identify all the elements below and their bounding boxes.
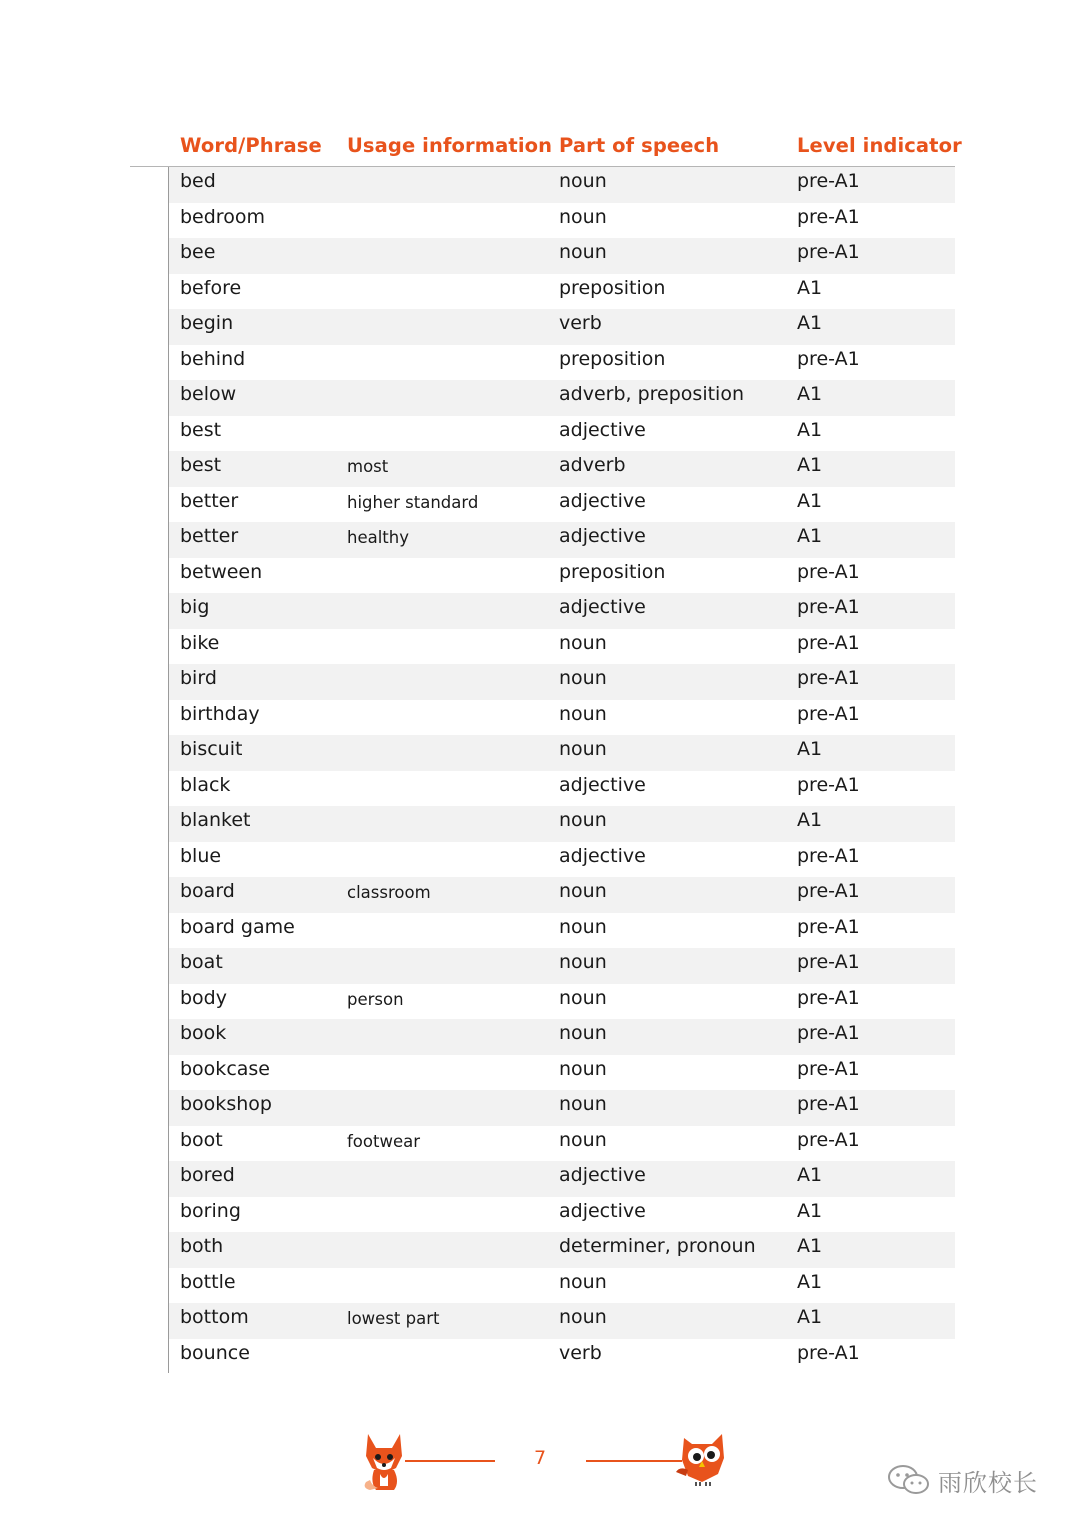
word-cell: behind xyxy=(180,347,246,370)
table-row xyxy=(169,664,955,700)
part-of-speech-cell: noun xyxy=(559,170,607,192)
word-cell: boat xyxy=(180,951,223,973)
part-of-speech-cell: adjective xyxy=(559,1164,646,1186)
level-cell: A1 xyxy=(797,418,823,441)
level-cell: pre-A1 xyxy=(797,773,860,796)
level-cell: pre-A1 xyxy=(797,631,860,654)
usage-cell: footwear xyxy=(347,1131,421,1151)
word-cell: better xyxy=(180,489,239,512)
word-cell: birthday xyxy=(180,702,260,725)
part-of-speech-cell: adverb, preposition xyxy=(559,383,744,405)
usage-cell: person xyxy=(347,989,404,1009)
word-cell: blue xyxy=(180,844,222,867)
word-cell: black xyxy=(180,773,231,796)
part-of-speech-cell: adjective xyxy=(559,418,646,441)
level-cell: pre-A1 xyxy=(797,170,860,192)
part-of-speech-cell: noun xyxy=(559,809,607,831)
table-row xyxy=(169,274,955,310)
word-cell: bottom xyxy=(180,1306,249,1328)
table-row xyxy=(169,1161,955,1197)
table-row xyxy=(169,948,955,984)
word-cell: between xyxy=(180,560,263,583)
table-row xyxy=(169,203,955,239)
level-cell: pre-A1 xyxy=(797,844,860,867)
level-cell: A1 xyxy=(797,1164,823,1186)
word-cell: board game xyxy=(180,915,295,938)
table-row xyxy=(169,487,955,523)
table-row xyxy=(169,1090,955,1126)
level-cell: pre-A1 xyxy=(797,951,860,973)
header-word: Word/Phrase xyxy=(180,134,322,157)
table-row xyxy=(169,842,955,878)
part-of-speech-cell: noun xyxy=(559,1128,607,1151)
word-cell: bike xyxy=(180,631,220,654)
table-row xyxy=(169,1197,955,1233)
word-cell: bedroom xyxy=(180,205,265,228)
level-cell: A1 xyxy=(797,454,823,476)
word-cell: bee xyxy=(180,241,216,263)
part-of-speech-cell: noun xyxy=(559,915,607,938)
level-cell: pre-A1 xyxy=(797,1341,860,1364)
level-cell: pre-A1 xyxy=(797,667,860,689)
fox-icon xyxy=(360,1430,408,1492)
part-of-speech-cell: verb xyxy=(559,312,602,334)
usage-cell: lowest part xyxy=(347,1309,440,1328)
level-cell: pre-A1 xyxy=(797,1057,860,1080)
table-row xyxy=(169,700,955,736)
level-cell: pre-A1 xyxy=(797,596,860,618)
usage-cell: classroom xyxy=(347,883,431,902)
word-cell: boring xyxy=(180,1199,241,1222)
word-cell: blanket xyxy=(180,809,251,831)
part-of-speech-cell: noun xyxy=(559,631,607,654)
part-of-speech-cell: noun xyxy=(559,1022,607,1044)
level-cell: pre-A1 xyxy=(797,205,860,228)
header-part-of-speech: Part of speech xyxy=(559,134,720,157)
header-usage: Usage information xyxy=(347,134,553,157)
footer-line-right xyxy=(586,1460,682,1462)
level-cell: pre-A1 xyxy=(797,915,860,938)
word-cell: board xyxy=(180,880,235,902)
word-cell: bird xyxy=(180,667,217,689)
page-number: 7 xyxy=(533,1447,547,1469)
level-cell: A1 xyxy=(797,312,823,334)
word-cell: below xyxy=(180,383,237,405)
level-cell: pre-A1 xyxy=(797,702,860,725)
word-cell: biscuit xyxy=(180,738,243,760)
word-cell: best xyxy=(180,454,222,476)
table-row xyxy=(169,558,955,594)
footer-line-left xyxy=(405,1460,495,1462)
level-cell: A1 xyxy=(797,489,823,512)
part-of-speech-cell: adjective xyxy=(559,773,646,796)
table-row xyxy=(169,238,955,274)
level-cell: pre-A1 xyxy=(797,880,860,902)
part-of-speech-cell: noun xyxy=(559,667,607,689)
word-cell: bed xyxy=(180,170,216,192)
level-cell: pre-A1 xyxy=(797,560,860,583)
table-row xyxy=(169,345,955,381)
table-row xyxy=(169,913,955,949)
level-cell: pre-A1 xyxy=(797,241,860,263)
level-cell: pre-A1 xyxy=(797,1128,860,1151)
level-cell: A1 xyxy=(797,809,823,831)
word-cell: big xyxy=(180,596,210,618)
level-cell: pre-A1 xyxy=(797,1022,860,1044)
word-cell: bookshop xyxy=(180,1093,272,1115)
table-row xyxy=(169,1126,955,1162)
owl-icon xyxy=(674,1428,730,1488)
table-row xyxy=(169,1055,955,1091)
wechat-icon xyxy=(886,1464,932,1496)
word-cell: bounce xyxy=(180,1341,250,1364)
level-cell: pre-A1 xyxy=(797,1093,860,1115)
table-row xyxy=(169,167,955,203)
part-of-speech-cell: adjective xyxy=(559,844,646,867)
level-cell: A1 xyxy=(797,525,823,547)
table-row xyxy=(169,1268,955,1304)
level-cell: pre-A1 xyxy=(797,347,860,370)
part-of-speech-cell: determiner, pronoun xyxy=(559,1235,756,1257)
watermark-text: 雨欣校长 xyxy=(938,1468,1038,1497)
header-level: Level indicator xyxy=(797,134,962,157)
level-cell: A1 xyxy=(797,383,823,405)
table-row xyxy=(169,1303,955,1339)
table-row xyxy=(169,1232,955,1268)
table-row xyxy=(169,735,955,771)
level-cell: A1 xyxy=(797,1235,823,1257)
part-of-speech-cell: preposition xyxy=(559,560,666,583)
word-cell: before xyxy=(180,276,242,299)
level-cell: A1 xyxy=(797,738,823,760)
part-of-speech-cell: adverb xyxy=(559,454,626,476)
part-of-speech-cell: preposition xyxy=(559,276,666,299)
word-cell: both xyxy=(180,1235,224,1257)
table-row xyxy=(169,1019,955,1055)
level-cell: A1 xyxy=(797,276,823,299)
part-of-speech-cell: noun xyxy=(559,1093,607,1115)
part-of-speech-cell: noun xyxy=(559,1306,607,1328)
table-row xyxy=(169,984,955,1020)
word-cell: bored xyxy=(180,1164,235,1186)
part-of-speech-cell: adjective xyxy=(559,596,646,618)
part-of-speech-cell: verb xyxy=(559,1341,602,1364)
word-cell: boot xyxy=(180,1128,223,1151)
part-of-speech-cell: noun xyxy=(559,1270,607,1293)
table-row xyxy=(169,877,955,913)
word-cell: book xyxy=(180,1022,227,1044)
part-of-speech-cell: noun xyxy=(559,951,607,973)
word-cell: begin xyxy=(180,312,234,334)
word-cell: body xyxy=(180,986,227,1009)
word-cell: better xyxy=(180,525,239,547)
table-row xyxy=(169,629,955,665)
level-cell: pre-A1 xyxy=(797,986,860,1009)
usage-cell: most xyxy=(347,457,389,476)
watermark xyxy=(886,1460,1038,1500)
vocabulary-table xyxy=(169,167,955,1374)
table-row xyxy=(169,593,955,629)
word-cell: best xyxy=(180,418,222,441)
part-of-speech-cell: noun xyxy=(559,738,607,760)
level-cell: A1 xyxy=(797,1306,823,1328)
part-of-speech-cell: preposition xyxy=(559,347,666,370)
table-row xyxy=(169,1339,955,1375)
part-of-speech-cell: noun xyxy=(559,880,607,902)
part-of-speech-cell: noun xyxy=(559,1057,607,1080)
part-of-speech-cell: noun xyxy=(559,702,607,725)
part-of-speech-cell: noun xyxy=(559,241,607,263)
table-row xyxy=(169,380,955,416)
table-row xyxy=(169,522,955,558)
part-of-speech-cell: adjective xyxy=(559,525,646,547)
part-of-speech-cell: adjective xyxy=(559,489,646,512)
usage-cell: higher standard xyxy=(347,492,479,512)
table-row xyxy=(169,771,955,807)
table-header xyxy=(130,128,962,167)
word-cell: bottle xyxy=(180,1270,236,1293)
part-of-speech-cell: adjective xyxy=(559,1199,646,1222)
part-of-speech-cell: noun xyxy=(559,986,607,1009)
usage-cell: healthy xyxy=(347,528,409,547)
table-row xyxy=(169,451,955,487)
level-cell: A1 xyxy=(797,1270,823,1293)
level-cell: A1 xyxy=(797,1199,823,1222)
table-row xyxy=(169,416,955,452)
word-cell: bookcase xyxy=(180,1057,270,1080)
table-row xyxy=(169,806,955,842)
part-of-speech-cell: noun xyxy=(559,205,607,228)
table-row xyxy=(169,309,955,345)
